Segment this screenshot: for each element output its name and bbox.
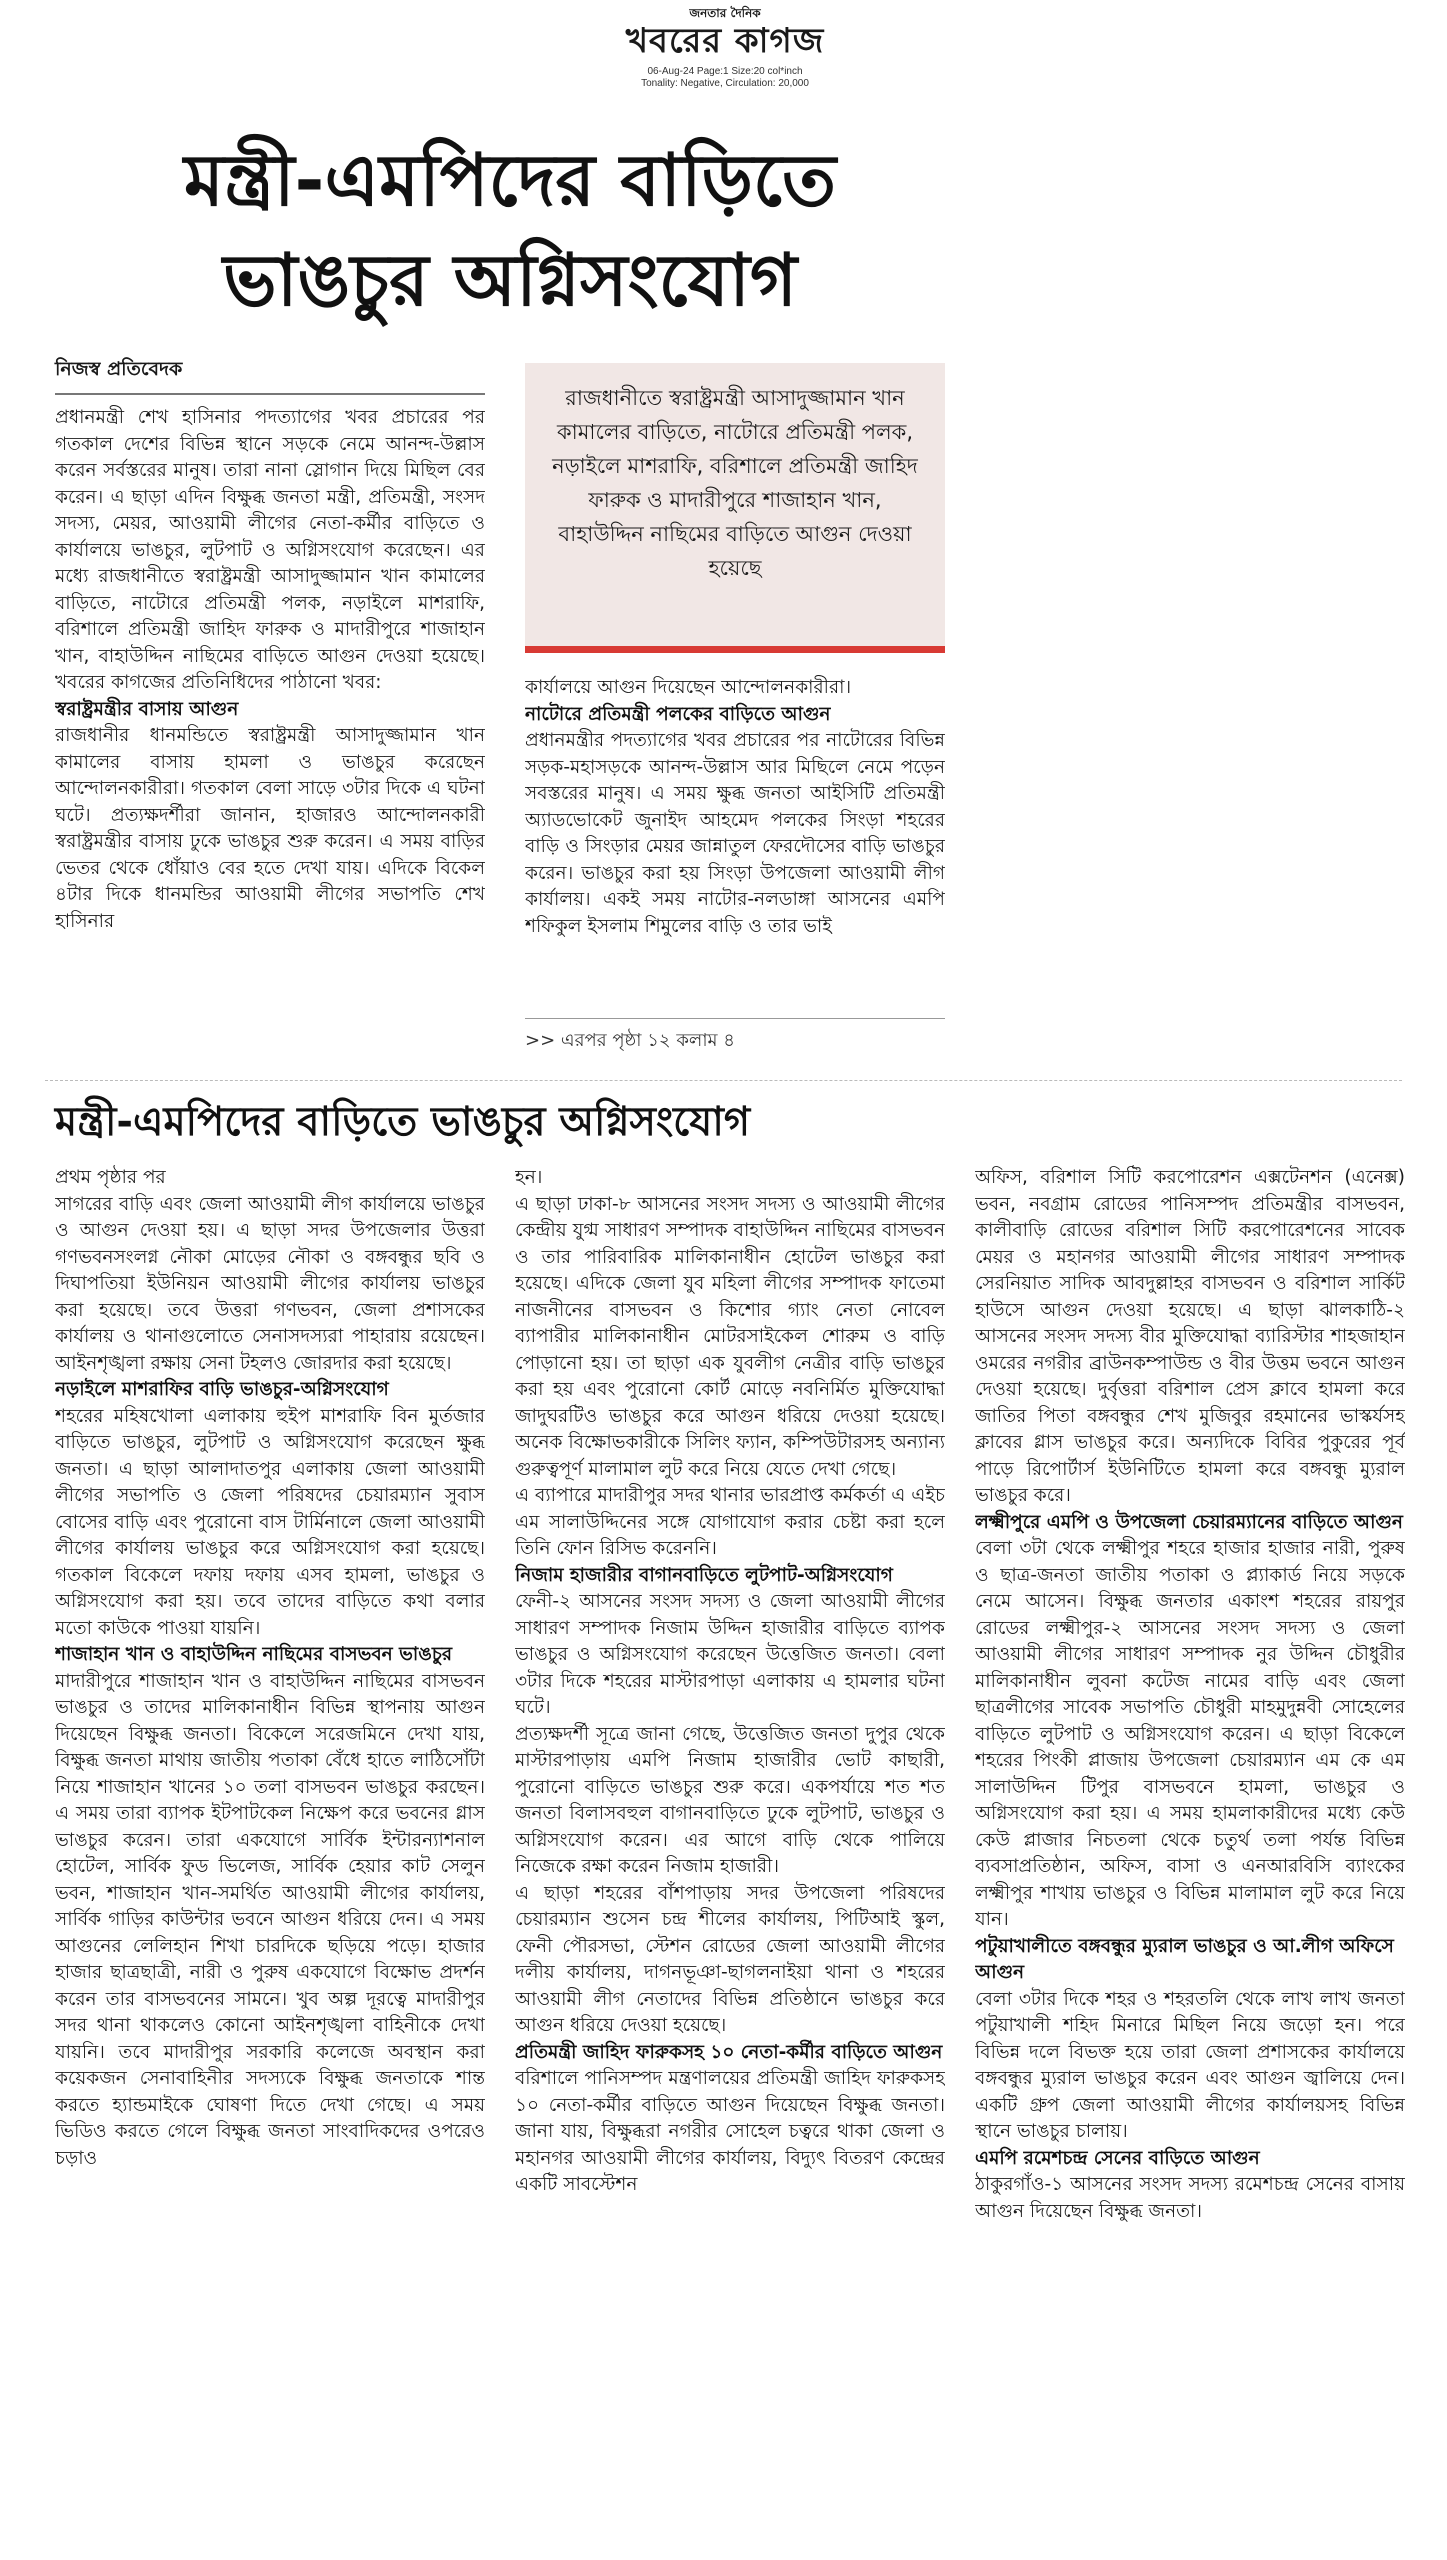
continued-from-label: প্রথম পৃষ্ঠার পর [55, 1167, 166, 1188]
front-article-column-1 [55, 405, 485, 1073]
article-paragraph: ঠাকুরগাঁও-১ আসনের সংসদ সদস্য রমেশচন্দ্র সেনের বাসায় আগুন দিয়েছেন বিক্ষুব্ধ জনতা। [975, 2174, 1405, 2222]
continued-article-column-2 [515, 1165, 945, 2475]
byline-divider [55, 393, 485, 395]
clipping-meta-line-2: Tonality: Negative, Circulation: 20,000 [641, 78, 809, 89]
article-paragraph: এ ছাড়া ঢাকা-৮ আসনের সংসদ সদস্য ও আওয়ামী লীগের কেন্দ্রীয় যুগ্ম সাধারণ সম্পাদক বাহাউদ্দিন নাছিমের বাসভবন ও তার পারিবারিক মালিকানাধীন হোটেল ভাঙচুর করা হয়েছে। এদিকে জেলা যুব মহিলা লীগের সম্পাদক ফাতেমা নাজনীনের বাসভবন ও কিশোর গ্যাং নেতা নোবেল ব্যাপারীর মালিকানাধীন মোটরসাইকেল শোরুম ও বাড়ি পোড়ানো হয়। তা ছাড়া এক যুবলীগ নেত্রীর বাড়ি ভাঙচুর করা হয় এবং পুরোনো কোর্ট মোড়ে নবনির্মিত মুক্তিযোদ্ধা জাদুঘরটিও ভাঙচুর করে আগুন ধরিয়ে দেওয়া হয়েছে। অনেক বিক্ষোভকারীকে সিলিং ফ্যান, কম্পিউটারসহ অন্যান্য গুরুত্বপূর্ণ মালামাল লুট করে নিয়ে যেতে দেখা গেছে। [515, 1193, 945, 1480]
clipping-meta [600, 66, 850, 90]
article-paragraph: বেলা ৩টার দিকে শহর ও শহরতলি থেকে লাখ লাখ জনতা পটুয়াখালী শহিদ মিনারে মিছিল নিয়ে জড়ো হন। পরে বিভিন্ন দলে বিভক্ত হয়ে তারা জেলা প্রশাসকের কার্যালয়ে বঙ্গবন্ধুর ম্যুরাল ভাঙচুর করেন এবং আগুন জ্বালিয়ে দেন। একটি গ্রুপ জেলা আওয়ামী লীগের কার্যালয়সহ বিভিন্ন স্থানে ভাঙচুর চালায়। [975, 1988, 1405, 2142]
article-paragraph: এ ছাড়া শহরের বাঁশপাড়ায় সদর উপজেলা পরিষদের চেয়ারম্যান শুসেন চন্দ্র শীলের কার্যালয়, পিটিআই স্কুল, ফেনী পৌরসভা, স্টেশন রোডের জেলা আওয়ামী লীগের দলীয় কার্যালয়, দাগনভূঞা-ছাগলনাইয়া থানা ও শহরের আওয়ামী লীগ নেতাদের বিভিন্ন প্রতিষ্ঠানে ভাঙচুর করে আগুন ধরিয়ে দেওয়া হয়েছে। [515, 1882, 945, 2036]
article-paragraph: বেলা ৩টা থেকে লক্ষ্মীপুর শহরে হাজার হাজার নারী, পুরুষ ও ছাত্র-জনতা জাতীয় পতাকা ও প্ল্যাকার্ড নিয়ে সড়কে নেমে আসেন। বিক্ষুব্ধ জনতার একাংশ শহরের রায়পুর রোডের লক্ষ্মীপুর-২ আসনের সংসদ সদস্য ও জেলা আওয়ামী লীগের সাধারণ সম্পাদক নুর উদ্দিন চৌধুরীর মালিকানাধীন লুবনা কটেজ নামের বাড়ি এবং জেলা ছাত্রলীগের সাবেক সভাপতি চৌধুরী মাহমুদুন্নবী সোহেলের বাড়িতে লুটপাট ও অগ্নিসংযোগ করেন। এ ছাড়া বিকেলে শহরের পিংকী প্লাজায় উপজেলা চেয়ারম্যান এম কে এম সালাউদ্দিন টিপুর বাসভবনে হামলা, ভাঙচুর ও অগ্নিসংযোগ করা হয়। এ সময় হামলাকারীদের মধ্যে কেউ কেউ প্লাজার নিচতলা থেকে চতুর্থ তলা পর্যন্ত বিভিন্ন ব্যবসাপ্রতিষ্ঠান, অফিস, বাসা ও এনআরবিসি ব্যাংকের লক্ষ্মীপুর শাখায় ভাঙচুর ও বিভিন্ন মালামাল লুট করে নিয়ে যান। [975, 1538, 1405, 1930]
main-headline-line-2: ভাঙচুর অগ্নিসংযোগ [222, 238, 798, 322]
byline: নিজস্ব প্রতিবেদক [55, 358, 183, 380]
main-headline [100, 130, 920, 330]
subheading: এমপি রমেশচন্দ্র সেনের বাড়িতে আগুন [975, 2147, 1260, 2169]
article-paragraph: এ ব্যাপারে মাদারীপুর সদর থানার ভারপ্রাপ্ত কর্মকর্তা এ এইচ এম সালাউদ্দিনের সঙ্গে যোগাযোগ করার চেষ্টা করা হলে তিনি ফোন রিসিভ করেননি। [515, 1485, 945, 1559]
article-paragraph: হন। [515, 1167, 543, 1188]
subheading: শাজাহান খান ও বাহাউদ্দিন নাছিমের বাসভবন ভাঙচুর [55, 1644, 453, 1665]
article-paragraph: প্রধানমন্ত্রীর পদত্যাগের খবর প্রচারের পর নাটোরের বিভিন্ন সড়ক-মহাসড়কে আনন্দ-উল্লাস আর মিছিলে নেমে পড়েন সবস্তরের মানুষ। এ সময় ক্ষুব্ধ জনতা আইসিটি প্রতিমন্ত্রী অ্যাডভোকেট জুনাইদ আহমেদ পলকের সিংড়া শহরের বাড়ি ও সিংড়ার মেয়র জান্নাতুল ফেরদৌসের বাড়ি ভাঙচুর করেন। ভাঙচুর করা হয় সিংড়া উপজেলা আওয়ামী লীগ কার্যালয়। একই সময় নাটোর-নলডাঙ্গা আসনের এমপি শফিকুল ইসলাম শিমুলের বাড়ি ও তার ভাই [525, 730, 945, 937]
article-paragraph: মাদারীপুরে শাজাহান খান ও বাহাউদ্দিন নাছিমের বাসভবন ভাঙচুর ও তাদের মালিকানাধীন বিভিন্ন স্থাপনায় আগুন দিয়েছেন বিক্ষুব্ধ জনতা। বিকেলে সরেজমিনে দেখা যায়, বিক্ষুব্ধ জনতা মাথায় জাতীয় পতাকা বেঁধে হাতে লাঠিসোঁটা নিয়ে শাজাহান খানের ১০ তলা বাসভবন ভাঙচুর করছেন। এ সময় তারা ব্যাপক ইটপাটকেল নিক্ষেপ করে ভবনের গ্লাস ভাঙচুর করেন। তারা একযোগে সার্বিক ইন্টারন্যাশনাল হোটেল, সার্বিক ফুড ভিলেজ, সার্বিক হেয়ার কাট সেলুন ভবন, শাজাহান খান-সমর্থিত আওয়ামী লীগের কার্যালয়, সার্বিক গাড়ির কাউন্টার ভবনে আগুন ধরিয়ে দেন। এ সময় আগুনের লেলিহান শিখা চারদিকে ছড়িয়ে পড়ে। হাজার হাজার ছাত্রছাত্রী, নারী ও পুরুষ একযোগে বিক্ষোভ প্রদর্শন করেন তার বাসভবনের সামনে। খুব অল্প দূরত্বে মাদারীপুর সদর থানা থাকলেও কোনো আইনশৃঙ্খলা বাহিনীকে দেখা যায়নি। তবে মাদারীপুর সরকারি কলেজে অবস্থান করা কয়েকজন সেনাবাহিনীর সদস্যকে বিক্ষুব্ধ জনতাকে শান্ত করতে হ্যান্ডমাইকে ঘোষণা দিতে দেখা গেছে। এ সময় ভিডিও করতে গেলে বিক্ষুব্ধ জনতা সাংবাদিকদের ওপরেও চড়াও [55, 1670, 485, 2169]
article-paragraph: প্রত্যক্ষদর্শী সূত্রে জানা গেছে, উত্তেজিত জনতা দুপুর থেকে মাস্টারপাড়ায় এমপি নিজাম হাজারীর ভোট কাছারী, পুরোনো বাড়িতে ভাঙচুর শুরু করে। একপর্যায়ে শত শত জনতা বিলাসবহুল বাগানবাড়িতে ঢুকে লুটপাট, ভাঙচুর ও অগ্নিসংযোগ করেন। এর আগে বাড়ি থেকে পালিয়ে নিজেকে রক্ষা করেন নিজাম হাজারী। [515, 1723, 945, 1877]
section-divider [45, 1080, 1402, 1081]
article-paragraph: শহরের মহিষখোলা এলাকায় হুইপ মাশরাফি বিন মুর্তজার বাড়িতে ভাঙচুর, লুটপাট ও অগ্নিসংযোগ করেছেন ক্ষুব্ধ জনতা। এ ছাড়া আলাদাতপুর এলাকায় জেলা আওয়ামী লীগের সভাপতি ও জেলা পরিষদের চেয়ারম্যান সুবাস বোসের বাড়ি এবং পুরোনো বাস টার্মিনালে জেলা আওয়ামী লীগের কার্যালয় ভাঙচুর করে অগ্নিসংযোগ করা হয়েছে। গতকাল বিকেলে দফায় দফায় এসব হামলা, ভাঙচুর ও অগ্নিসংযোগ করা হয়। তবে তাদের বাড়িতে কথা বলার মতো কাউকে পাওয়া যায়নি। [55, 1405, 485, 1639]
main-headline-line-1: মন্ত্রী-এমপিদের বাড়িতে [183, 138, 837, 222]
subheading: নড়াইলে মাশরাফির বাড়ি ভাঙচুর-অগ্নিসংযোগ [55, 1379, 389, 1400]
subheading: নিজাম হাজারীর বাগানবাড়িতে লুটপাট-অগ্নিসংযোগ [515, 1564, 893, 1586]
subheading: নাটোরে প্রতিমন্ত্রী পলকের বাড়িতে আগুন [525, 703, 831, 725]
masthead [600, 6, 850, 90]
continuation-note: >> এরপর পৃষ্ঠা ১২ কলাম ৪ [525, 1030, 735, 1051]
front-article-column-2 [525, 675, 945, 1015]
subheading: স্বরাষ্ট্রমন্ত্রীর বাসায় আগুন [55, 698, 239, 720]
article-paragraph: রাজধানীর ধানমন্ডিতে স্বরাষ্ট্রমন্ত্রী আসাদুজ্জামান খান কামালের বাসায় হামলা ও ভাঙচুর করেছেন আন্দোলনকারীরা। গতকাল বেলা সাড়ে ৩টার দিকে এ ঘটনা ঘটে। প্রত্যক্ষদর্শীরা জানান, হাজারও আন্দোলনকারী স্বরাষ্ট্রমন্ত্রীর বাসায় ঢুকে ভাঙচুর শুরু করেন। এ সময় বাড়ির ভেতর থেকে ধোঁয়াও বের হতে দেখা যায়। এদিকে বিকেল ৪টার দিকে ধানমন্ডির আওয়ামী লীগের সভাপতি শেখ হাসিনার [55, 725, 485, 932]
article-paragraph: ফেনী-২ আসনের সংসদ সদস্য ও জেলা আওয়ামী লীগের সাধারণ সম্পাদক নিজাম উদ্দিন হাজারীর বাড়িতে ব্যাপক ভাঙচুর ও অগ্নিসংযোগ করেছেন উত্তেজিত জনতা। বেলা ৩টার দিকে শহরের মাস্টারপাড়া এলাকায় এ হামলার ঘটনা ঘটে। [515, 1591, 945, 1718]
continuation-headline: মন্ত্রী-এমপিদের বাড়িতে ভাঙচুর অগ্নিসংযোগ [55, 1099, 751, 1145]
masthead-logo: খবরের কাগজ [625, 21, 825, 61]
article-paragraph: অফিস, বরিশাল সিটি করপোরেশন এক্সটেনশন (এনেক্স) ভবন, নবগ্রাম রোডের পানিসম্পদ প্রতিমন্ত্রীর বাসভবন, কালীবাড়ি রোডের বরিশাল সিটি করপোরেশনের সাবেক মেয়র ও মহানগর আওয়ামী লীগের সাধারণ সম্পাদক সেরনিয়াত সাদিক আবদুল্লাহর বাসভবন ও বরিশাল সার্কিট হাউসে আগুন দেওয়া হয়েছে। এ ছাড়া ঝালকাঠি-২ আসনের সংসদ সদস্য বীর মুক্তিযোদ্ধা ব্যারিস্টার শাহজাহান ওমরের নগরীর ব্রাউনকম্পাউন্ড ও বীর উত্তম ভবনে আগুন দেওয়া হয়েছে। দুর্বৃত্তরা বরিশাল প্রেস ক্লাবে হামলা করে জাতির পিতা বঙ্গবন্ধুর শেখ মুজিবুর রহমানের ভাস্কর্যসহ ক্লাবের গ্লাস ভাঙচুর করে। অন্যদিকে বিবির পুকুরের পূর্ব পাড়ে রিপোর্টার্স ইউনিটিতে হামলা করে বঙ্গবন্ধু ম্যুরাল ভাঙচুর করে। [975, 1167, 1405, 1506]
continued-article-column-3 [975, 1165, 1405, 2475]
article-paragraph: বরিশালে পানিসম্পদ মন্ত্রণালয়ের প্রতিমন্ত্রী জাহিদ ফারুকসহ ১০ নেতা-কর্মীর বাড়িতে আগুন দিয়েছেন বিক্ষুব্ধ জনতা। জানা যায়, বিক্ষুব্ধরা নগরীর সোহেল চত্বরে থাকা জেলা ও মহানগর আওয়ামী লীগের কার্যালয়, বিদ্যুৎ বিতরণ কেন্দ্রের একটি সাবস্টেশন [515, 2068, 945, 2195]
subheading: লক্ষ্মীপুরে এমপি ও উপজেলা চেয়ারম্যানের বাড়িতে আগুন [975, 1511, 1403, 1533]
clipping-meta-line-1: 06-Aug-24 Page:1 Size:20 col*inch [647, 66, 803, 77]
continuation-divider [525, 1018, 945, 1019]
article-paragraph: কার্যালয়ে আগুন দিয়েছেন আন্দোলনকারীরা। [525, 677, 852, 698]
pull-quote: রাজধানীতে স্বরাষ্ট্রমন্ত্রী আসাদুজ্জামান খান কামালের বাড়িতে, নাটোরে প্রতিমন্ত্রী পলক, নড়াইলে মাশরাফি, বরিশালে প্রতিমন্ত্রী জাহিদ ফারুক ও মাদারীপুরে শাজাহান খান, বাহাউদ্দিন নাছিমের বাড়িতে আগুন দেওয়া হয়েছে [525, 363, 945, 653]
masthead-tagline: জনতার দৈনিক [689, 6, 761, 20]
article-paragraph: প্রধানমন্ত্রী শেখ হাসিনার পদত্যাগের খবর প্রচারের পর গতকাল দেশের বিভিন্ন স্থানে সড়কে নেমে আনন্দ-উল্লাস করেন সর্বস্তরের মানুষ। তারা নানা স্লোগান দিয়ে মিছিল বের করেন। এ ছাড়া এদিন বিক্ষুব্ধ জনতা মন্ত্রী, প্রতিমন্ত্রী, সংসদ সদস্য, মেয়র, আওয়ামী লীগের নেতা-কর্মীর বাড়িতে ও কার্যালয়ে ভাঙচুর, লুটপাট ও অগ্নিসংযোগ করেছেন। এর মধ্যে রাজধানীতে স্বরাষ্ট্রমন্ত্রী আসাদুজ্জামান খান কামালের বাড়িতে, নাটোরে প্রতিমন্ত্রী পলক, নড়াইলে মাশরাফি, বরিশালে প্রতিমন্ত্রী জাহিদ ফারুক ও মাদারীপুরে শাজাহান খান, বাহাউদ্দিন নাছিমের বাড়িতে আগুন দেওয়া হয়েছে। খবরের কাগজের প্রতিনিধিদের পাঠানো খবর: [55, 407, 485, 693]
article-paragraph: সাগরের বাড়ি এবং জেলা আওয়ামী লীগ কার্যালয়ে ভাঙচুর ও আগুন দেওয়া হয়। এ ছাড়া সদর উপজেলার উত্তরা গণভবনসংলগ্ন নৌকা মোড়ের নৌকা ও বঙ্গবন্ধুর ছবি ও দিঘাপতিয়া ইউনিয়ন আওয়ামী লীগের কার্যালয় ভাঙচুর করা হয়েছে। তবে উত্তরা গণভবন, জেলা প্রশাসকের কার্যালয় ও থানাগুলোতে সেনাসদস্যরা পাহারায় রয়েছেন। আইনশৃঙ্খলা রক্ষায় সেনা টহলও জোরদার করা হয়েছে। [55, 1193, 485, 1374]
subheading: প্রতিমন্ত্রী জাহিদ ফারুকসহ ১০ নেতা-কর্মীর বাড়িতে আগুন [515, 2041, 943, 2063]
subheading: পটুয়াখালীতে বঙ্গবন্ধুর ম্যুরাল ভাঙচুর ও আ.লীগ অফিসে আগুন [975, 1935, 1394, 1983]
continued-article-column-1 [55, 1165, 485, 2475]
